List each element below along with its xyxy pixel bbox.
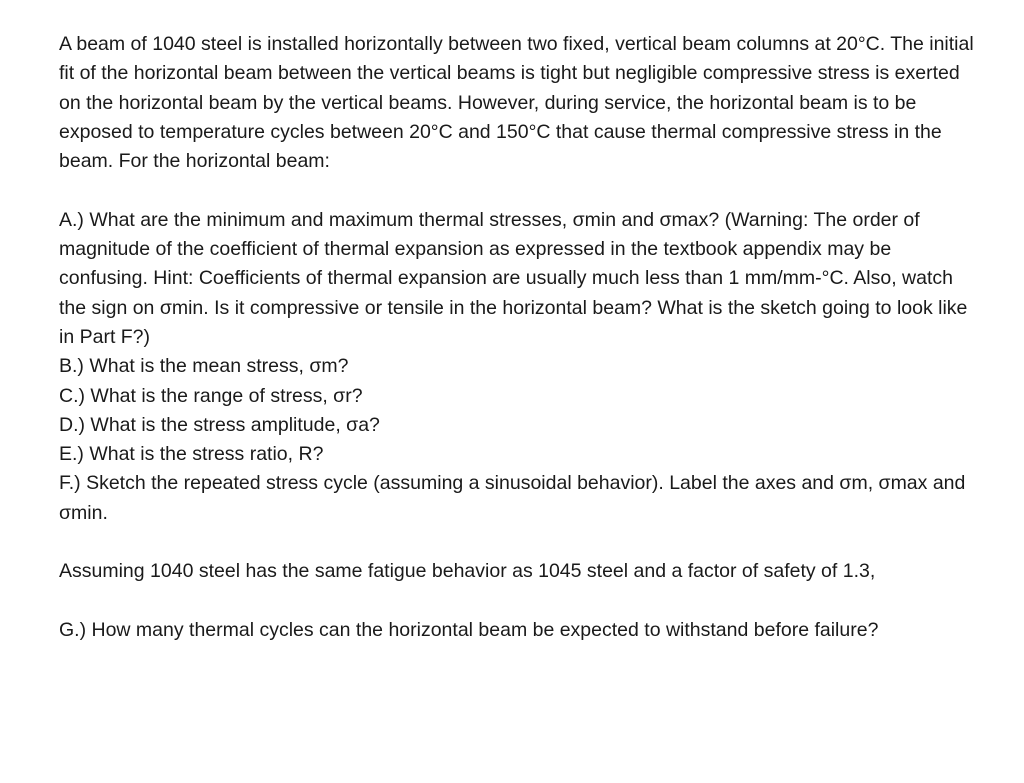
question-g: G.) How many thermal cycles can the horizontal beam be expected to withstand before failure? — [59, 618, 879, 641]
paragraph-gap — [59, 176, 979, 205]
assumption-paragraph: Assuming 1040 steel has the same fatigue behavior as 1045 steel and a factor of safety of 1.3, — [59, 560, 876, 583]
question-c: C.) What is the range of stress, σr? — [59, 384, 363, 407]
question-d: D.) What is the stress amplitude, σa? — [59, 413, 380, 436]
paragraph-gap — [59, 528, 979, 557]
problem-document — [59, 30, 979, 645]
paragraph-gap — [59, 587, 979, 616]
intro-paragraph: A beam of 1040 steel is installed horizontally between two fixed, vertical beam columns at 20°C. The initial fit of the horizontal beam between the vertical beams is tight but negligible compressive stress is exerted on the horizontal beam by the vertical beams. However, during service, the horizontal beam is to be exposed to temperature cycles between 20°C and 150°C that cause thermal compressive stress in the beam. For the horizontal beam: — [59, 33, 974, 173]
question-e: E.) What is the stress ratio, R? — [59, 443, 324, 466]
question-a: A.) What are the minimum and maximum thermal stresses, σmin and σmax? (Warning: The order of magnitude of the coefficient of thermal expansion as expressed in the textbook appendix may be confusing. Hint: Coefficients of thermal expansion are usually much less than 1 mm/mm-°C. Also, watch the sign on σmin. Is it compressive or tensile in the horizontal beam? What is the sketch going to look like in Part F?) — [59, 208, 968, 348]
question-f: F.) Sketch the repeated stress cycle (assuming a sinusoidal behavior). Label the axes and σm, σmax and σmin. — [59, 472, 966, 524]
question-b: B.) What is the mean stress, σm? — [59, 355, 349, 378]
